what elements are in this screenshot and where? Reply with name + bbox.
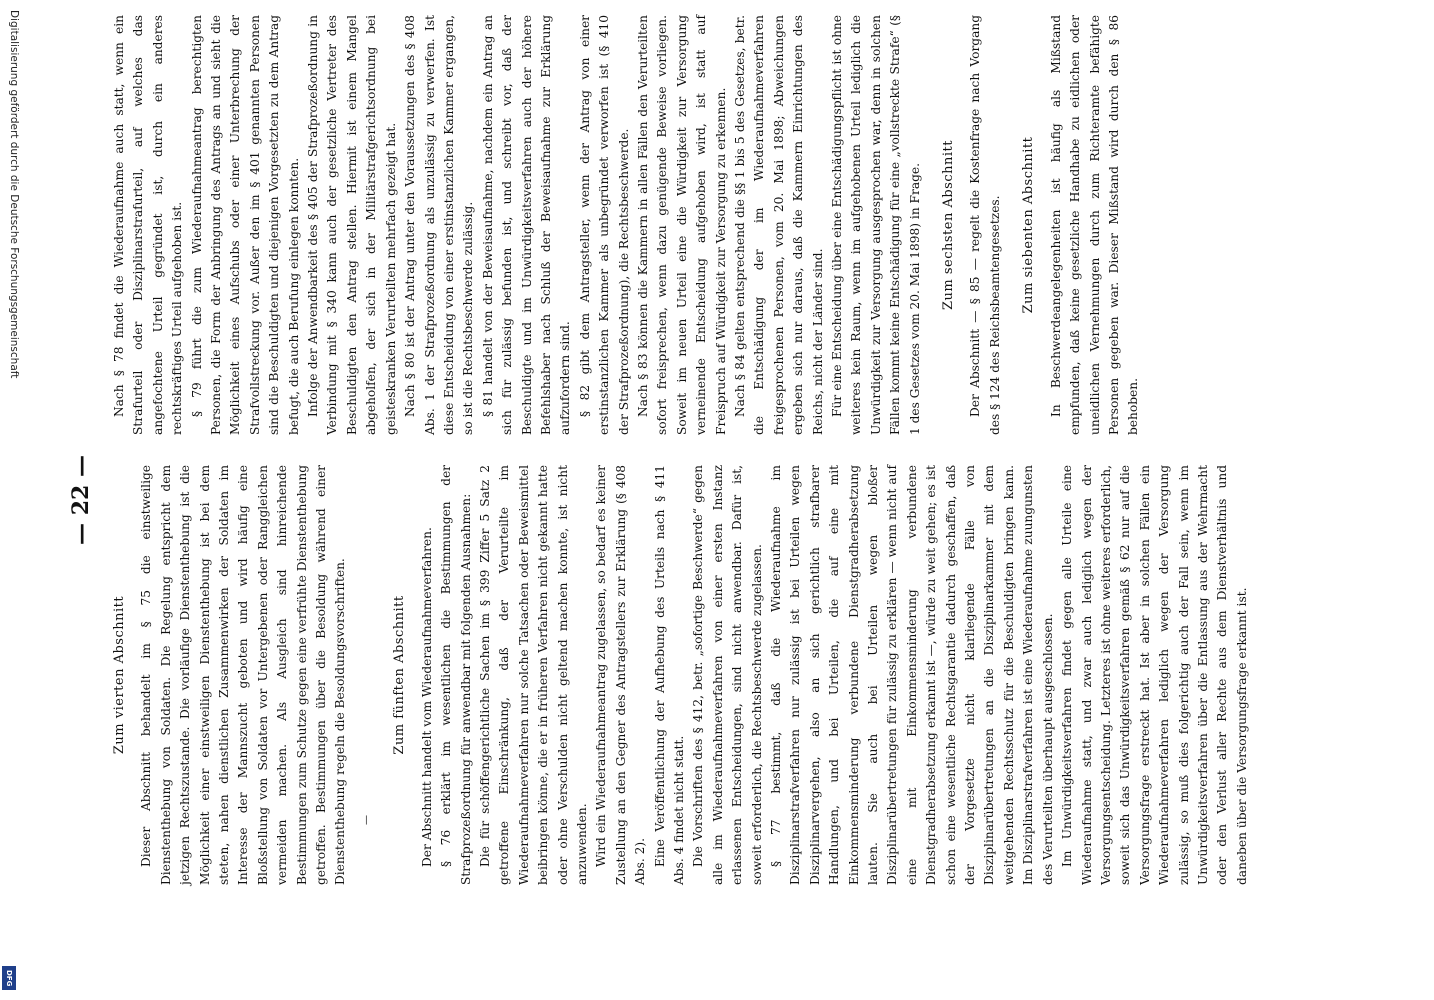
paragraph: Dieser Abschnitt behandelt im § 75 die einstweilige Dienstenthebung von Soldaten. Die Regelung entspricht dem jetzigen Rechtszustande. Die vorläufige Dienstenthebung ist die Möglichkeit einer einstweiligen Dienstenthebung ist bei dem steten, nahen dienstlichen Zusammenwirken der Soldaten im Interesse der Mannszucht geboten und wird häufig eine Bloßstellung von Soldaten vor Untergebenen oder Ranggleichen vermeiden machen. Als Ausgleich sind hinreichende Bestimmungen zum Schutze gegen eine verfrühte Dienstenthebung getroffen. Bestimmungen über die Besoldung während einer Dienstenthebung regeln die Besoldungsvorschriften. (139, 465, 348, 885)
left-column (110, 465, 1252, 885)
section-heading: Zum fünften Abschnitt (392, 595, 408, 755)
paragraph: Infolge der Anwendbarkeit des § 405 der Strafprozeßordnung in Verbindung mit § 340 kann auch der gesetzliche Vertreter des Beschuldigten den Antrag stellen. Hiermit ist einem Mangel abgeholfen, der sich in der Militärstrafgerichtsordnung bei geisteskranken Verurteilten mehrfach gezeigt hat. (306, 15, 398, 435)
paragraph: Die für schöffengerichtliche Sachen im § 399 Ziffer 5 Satz 2 getroffene Einschränkung, daß der Verurteilte im Wiederaufnahmeverfahren nur solche Tatsachen oder Beweismittel beibringen könne, die er in früheren Verfahren nicht gekannt hatte oder ohne Verschulden nicht geltend machen konnte, ist nicht anzuwenden. (477, 465, 589, 885)
paragraph: § 76 erklärt im wesentlichen die Bestimmungen der Strafprozeßordnung für anwendbar mit folgenden Ausnahmen: (439, 465, 473, 885)
dfg-logo-icon: DFG (2, 966, 16, 990)
section-heading: Zum vierten Abschnitt (112, 595, 127, 755)
paragraph: Nach § 80 ist der Antrag unter den Voraussetzungen des § 408 Abs. 1 der Strafprozeßordnung als unzulässig zu verwerfen. Ist diese Entscheidung von einer erstinstanzlichen Kammer ergangen, so ist die Rechtsbeschwerde zulässig. (403, 15, 476, 435)
paragraph: Im Unwürdigkeitsverfahren findet gegen alle Urteile eine Wiederaufnahme statt, und zwar auch lediglich wegen der Versorgungsentscheidung. Letzteres ist ohne weiteres erforderlich, soweit sich das Unwürdigkeitsverfahren gemäß § 62 nur auf die Versorgungsfrage erstreckt hat. Ist aber in solchen Fällen ein Wiederaufnahmeverfahren lediglich wegen der Versorgung zulässig, so muß dies folgerichtig auch der Fall sein, wenn im Unwürdigkeitsverfahren über die Entlassung aus der Wehrmacht oder den Verlust aller Rechte aus dem Dienstverhältnis und daneben über die Versorgungsfrage erkannt ist. (1060, 465, 1249, 885)
paragraph: Wird ein Wiederaufnahmeantrag zugelassen, so bedarf es keiner Zustellung an den Gegner des Antragstellers zur Erklärung (§ 408 Abs. 2). (594, 465, 648, 885)
paragraph: Für eine Entscheidung über eine Entschädigungspflicht ist ohne weiteres kein Raum, wenn im aufgehobenen Urteil lediglich die Unwürdigkeit zur Versorgung ausgesprochen war, denn in solchen Fällen kommt keine Entschädigung für eine „vollstreckte Strafe“ (§ 1 des Gesetzes vom 20. Mai 1898) in Frage. (830, 15, 922, 435)
section-heading: Zum sechsten Abschnitt (941, 140, 957, 310)
paragraph: § 79 führt die zum Wiederaufnahmeantrag berechtigten Personen, die Form der Anbringung des Antrags an und sieht die Möglichkeit eines Aufschubs oder einer Unterbrechung der Strafvollstreckung vor. Außer den im § 401 genannten Personen sind die Beschuldigten und diejenigen Vorgesetzten zu dem Antrag befugt, die auch Berufung einlegen konnten. (189, 15, 301, 435)
page-number: — 22 — (68, 455, 94, 545)
section-mark: — (360, 815, 372, 825)
paragraph: Eine Veröffentlichung der Aufhebung des Urteils nach § 411 Abs. 4 findet nicht statt. (652, 465, 686, 885)
paragraph: Die Vorschriften des § 412, betr. „sofortige Beschwerde“ gegen alle im Wiederaufnahmeverfahren von einer ersten Instanz erlassenen Entscheidungen, sind nicht anwendbar. Dafür ist, soweit erforderlich, die Rechtsbeschwerde zugelassen. (691, 465, 764, 885)
paragraph: § 77 bestimmt, daß die Wiederaufnahme im Disziplinarstrafverfahren nur zulässig ist bei Urteilen wegen Disziplinarvergehen, also an sich gerichtlich strafbarer Handlungen, und bei Urteilen, die auf eine mit Einkommensminderung verbundene Dienstgradherabsetzung lauten. Sie auch bei Urteilen wegen bloßer Disziplinarübertretungen für zulässig zu erklären — wenn nicht auf eine mit Einkommensminderung verbundene Dienstgradherabsetzung erkannt ist —, würde zu weit gehen; es ist schon eine wesentliche Rechtsgarantie dadurch geschaffen, daß der Vorgesetzte nicht klarliegende Fälle von Disziplinarübertretungen an die Disziplinarkammer mit dem weitgehenden Rechtsschutz für die Beschuldigten bringen kann. Im Disziplinarstrafverfahren ist eine Wiederaufnahme zuungunsten des Verurteilten überhaupt ausgeschlossen. (769, 465, 1055, 885)
section-heading: Zum siebenten Abschnitt (1021, 136, 1037, 314)
paragraph: Nach § 83 können die Kammern in allen Fällen den Verurteilten sofort freisprechen, wenn dazu genügende Beweise vorliegen. Soweit im neuen Urteil eine die Würdigkeit zur Versorgung verneinende Entscheidung aufgehoben wird, ist statt auf Freispruch auf Würdigkeit zur Versorgung zu erkennen. (635, 15, 728, 435)
footer-strip (0, 0, 20, 1000)
footer-credit: Digitalisierung gefördert durch die Deutsche Forschungsgemeinschaft (8, 10, 20, 379)
paragraph: In Beschwerdeangelegenheiten ist häufig als Mißstand empfunden, daß keine gesetzliche Handhabe zu eidlichen oder uneidlichen Vernehmungen durch zum Richteramte befähigte Personen gegeben war. Dieser Mißstand wird durch den § 86 behoben. (1048, 15, 1141, 435)
paragraph: § 82 gibt dem Antragsteller, wenn der Antrag von einer erstinstanzlichen Kammer als unbegründet verworfen ist (§ 410 der Strafprozeßordnung), die Rechtsbeschwerde. (577, 15, 631, 435)
paragraph: § 81 handelt von der Beweisaufnahme, nachdem ein Antrag an sich für zulässig befunden ist, und schreibt vor, daß der Beschuldigte und im Unwürdigkeitsverfahren auch der höhere Befehlshaber nach Schluß der Beweisaufnahme zur Erklärung aufzufordern sind. (480, 15, 573, 435)
paragraph: Nach § 78 findet die Wiederaufnahme auch statt, wenn ein Strafurteil oder Disziplinarstrafurteil, auf welches das angefochtene Urteil gegründet ist, durch ein anderes rechtskräftiges Urteil aufgehoben ist. (112, 15, 185, 435)
paragraph: Nach § 84 gelten entsprechend die §§ 1 bis 5 des Gesetzes, betr. die Entschädigung der im Wiederaufnahmeverfahren freigesprochenen Personen, vom 20. Mai 1898; Abweichungen ergeben sich nur daraus, daß die Kammern Einrichtungen des Reichs, nicht der Länder sind. (733, 15, 825, 435)
paragraph: Der Abschnitt handelt vom Wiederaufnahmeverfahren. (419, 527, 434, 867)
paragraph: Der Abschnitt — § 85 — regelt die Kostenfrage nach Vorgang des § 124 des Reichsbeamtengesetzes. (968, 15, 1002, 435)
right-column (110, 15, 1144, 435)
